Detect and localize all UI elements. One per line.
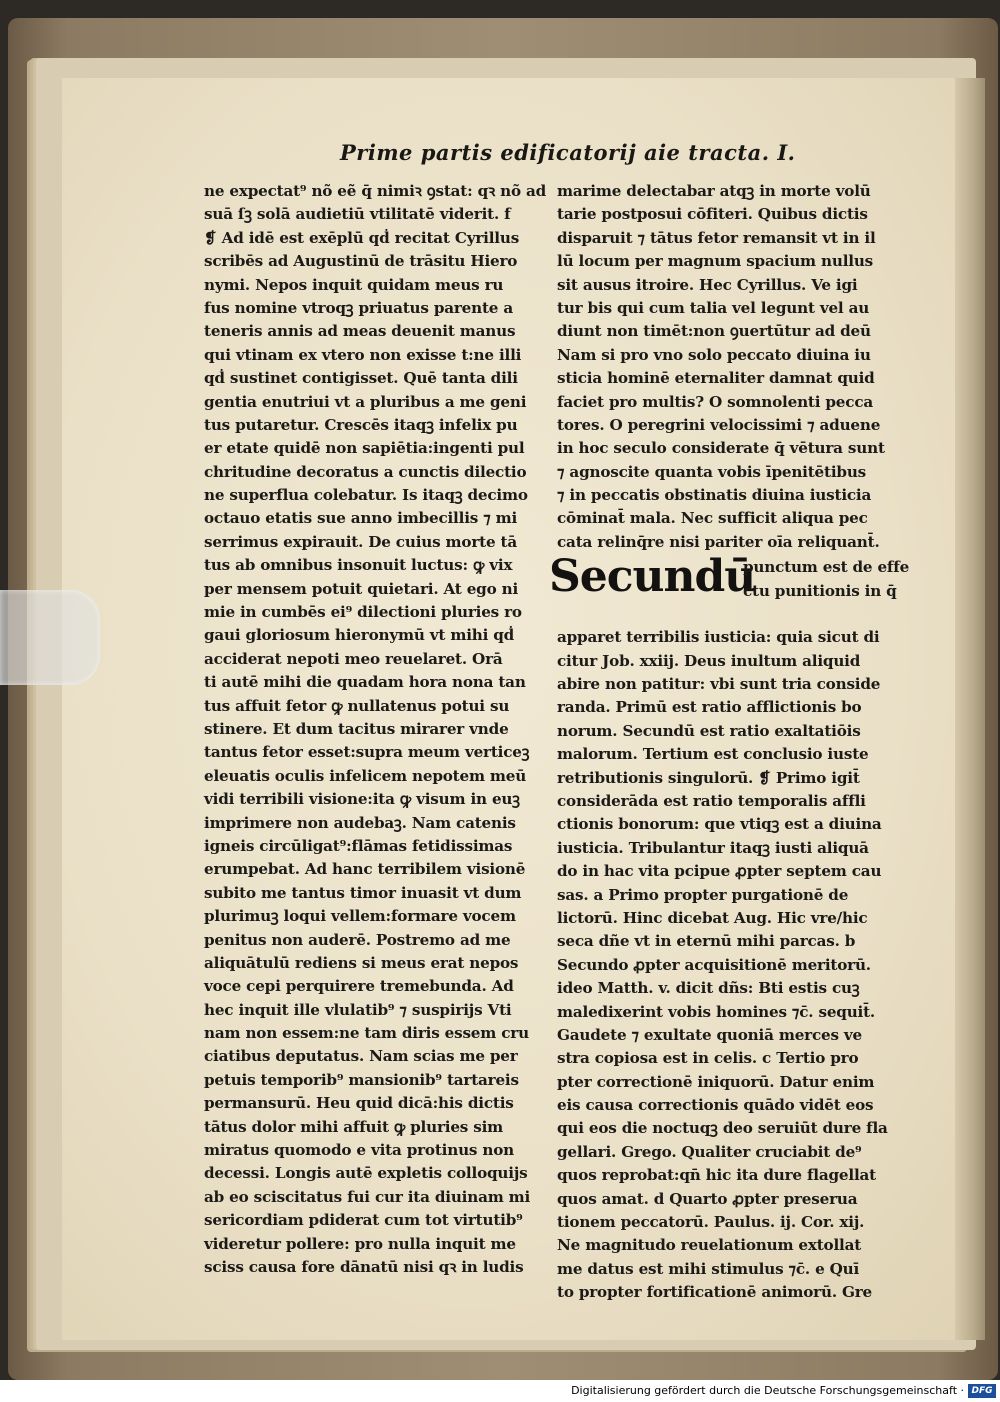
text-line: ab eo sciscitatus fui cur ita diuinam mi xyxy=(204,1187,531,1206)
text-line: abire non patitur: vbi sunt tria conside xyxy=(557,675,881,694)
text-line: lictorū. Hinc dicebat Aug. Hic vre/hic xyxy=(557,908,868,927)
text-line: gaui gloriosum hieronymū vt mihi qḋ xyxy=(204,626,515,645)
text-line: voce cepi perquirere tremebunda. Ad xyxy=(204,977,514,996)
text-line: randa. Primū est ratio afflictionis bo xyxy=(557,698,862,717)
text-line: marime delectabar atqꝫ in morte volū xyxy=(557,182,871,200)
dfg-logo: DFG xyxy=(968,1384,996,1398)
text-line: sit ausus itroire. Hec Cyrillus. Ve igi xyxy=(557,275,858,294)
text-line: quos amat. d Quarto ꝓpter preserua xyxy=(557,1189,858,1208)
text-line: ne superflua colebatur. Is itaqꝫ decimo xyxy=(204,486,528,505)
text-line: stra copiosa est in celis. c Tertio pro xyxy=(557,1049,859,1068)
text-line: per mensem potuit quietari. At ego ni xyxy=(204,579,519,598)
text-line: ❡ Ad idē est exēplū qḋ recitat Cyrillus xyxy=(204,228,520,247)
text-line: sciss causa fore dānatū nisi qꝛ in ludis xyxy=(204,1257,524,1276)
text-line: igneis circūligat⁹:flāmas fetidissimas xyxy=(204,836,513,855)
text-line: nam non essem:ne tam diris essem cru xyxy=(204,1024,529,1043)
text-line: disparuit ⁊ tātus fetor remansit vt in il xyxy=(557,228,876,247)
text-line: quos reprobat:qn̄ hic ita dure flagellat xyxy=(557,1166,876,1185)
text-line: tionem peccatorū. Paulus. ij. Cor. xij. xyxy=(557,1213,865,1232)
text-line: plurimuꝫ loqui vellem:formare vocem xyxy=(204,907,516,926)
text-line: permansurū. Heu quid dicā:his dictis xyxy=(204,1094,514,1113)
text-line: ti autē mihi die quadam hora nona tan xyxy=(204,673,526,692)
text-line: petuis temporib⁹ mansionib⁹ tartareis xyxy=(204,1070,519,1089)
text-line: sericordiam pdiderat cum tot virtutib⁹ xyxy=(204,1211,523,1230)
initial-tail-line: punctum est de effe xyxy=(743,558,910,577)
text-line: imprimere non audebaꝫ. Nam catenis xyxy=(204,813,516,832)
text-line: maledixerint vobis homines ⁊c̄. sequit̄. xyxy=(557,1002,876,1021)
text-line: miratus quomodo e vita protinus non xyxy=(204,1141,514,1160)
text-line: lū locum per magnum spacium nullus xyxy=(557,252,874,271)
text-line: Gaudete ⁊ exultate quoniā merces ve xyxy=(557,1025,862,1044)
text-line: videretur pollere: pro nulla inquit me xyxy=(204,1234,516,1253)
text-line: ne expectat⁹ nõ eẽ q̄ nimiꝛ ꝯstat: qꝛ nõ ad xyxy=(204,182,547,200)
text-line: faciet pro multis? O somnolenti pecca xyxy=(557,392,874,411)
right-column-bottom-block xyxy=(557,626,887,1304)
text-line: Nam si pro vno solo peccato diuina iu xyxy=(557,345,871,364)
text-line: erumpebat. Ad hanc terribilem visionē xyxy=(204,860,526,879)
text-line: acciderat nepoti meo reuelaret. Orā xyxy=(204,649,503,668)
text-line: gentia enutriui vt a pluribus a me geni xyxy=(204,392,527,411)
text-line: diunt non timēt:non ꝯuertūtur ad deū xyxy=(557,322,871,341)
text-line: ideo Matth. v. dicit dñs: Bti estis cuꝫ xyxy=(557,979,860,998)
text-line: nymi. Nepos inquit quidam meus ru xyxy=(204,275,504,294)
text-line: tus affuit fetor ꝙ nullatenus potui su xyxy=(204,696,510,715)
initial-tail-line: ctu punitionis in q̄ xyxy=(743,581,897,600)
right-text-column xyxy=(549,180,910,1305)
text-line: cōminat̄ mala. Nec sufficit aliqua pec xyxy=(557,509,868,528)
text-line: tus putaretur. Crescēs itaqꝫ infelix pu xyxy=(204,415,518,434)
text-line: mie in cumbēs ei⁹ dilectioni pluries ro xyxy=(204,603,522,622)
text-line: tarie postposui cōfiteri. Quibus dictis xyxy=(557,205,868,224)
text-line: tur bis qui cum talia vel legunt vel au xyxy=(557,298,870,317)
text-line: to propter fortificationē animorū. Gre xyxy=(557,1283,873,1302)
text-line: ⁊ agnoscite quanta vobis īpenitētibus xyxy=(557,462,867,481)
text-line: tātus dolor mihi affuit ꝙ pluries sim xyxy=(204,1117,504,1136)
text-line: fus nomine vtroqꝫ priuatus parente a xyxy=(204,298,513,317)
text-line: tus ab omnibus insonuit luctus: ꝙ vix xyxy=(204,556,513,575)
text-line: Secundo ꝓpter acquisitionē meritorū. xyxy=(557,955,871,974)
text-line: stinere. Et dum tacitus mirarer vnde xyxy=(204,719,509,738)
text-line: suā ſꝫ solā audietiū vtilitatē viderit. f xyxy=(204,205,511,224)
text-line: norum. Secundū est ratio exaltatiōis xyxy=(557,721,861,740)
text-line: teneris annis ad meas deuenit manus xyxy=(204,322,516,341)
text-line: ciatibus deputatus. Nam scias me per xyxy=(204,1047,518,1066)
text-line: apparet terribilis iusticia: quia sicut di xyxy=(557,628,880,647)
left-text-column xyxy=(204,180,549,1279)
text-line: sas. a Primo propter purgationē de xyxy=(557,885,849,904)
text-line: er etate quidē non sapiētia:ingenti pul xyxy=(204,439,525,458)
decorated-initial-word: Secundū xyxy=(549,551,756,603)
section-initial-block xyxy=(549,551,910,626)
transparent-page-clip xyxy=(0,590,100,685)
text-line: me datus est mihi stimulus ⁊c̄. e Quī xyxy=(557,1259,860,1278)
text-line: aliquātulū rediens si meus erat nepos xyxy=(204,953,519,972)
text-line: subito me tantus timor inuasit vt dum xyxy=(204,883,522,902)
text-line: sticia hominē eternaliter damnat quid xyxy=(557,369,875,388)
text-line: tores. O peregrini velocissimi ⁊ aduene xyxy=(557,415,881,434)
text-line: hec inquit ille vlulatib⁹ ⁊ suspirijs Vti xyxy=(204,1000,512,1019)
text-line: serrimus expirauit. De cuius morte tā xyxy=(204,532,517,551)
text-line: ⁊ in peccatis obstinatis diuina iusticia xyxy=(557,486,872,505)
text-line: eleuatis oculis infelicem nepotem meū xyxy=(204,766,527,785)
text-line: chritudine decoratus a cunctis dilectio xyxy=(204,462,527,481)
footer-bar xyxy=(0,1380,1000,1402)
book-gutter xyxy=(955,78,985,1340)
text-line: pter correctionē iniquorū. Datur enim xyxy=(557,1072,875,1091)
text-line: vidi terribili visione:ita ꝙ visum in euꝫ xyxy=(204,790,520,809)
text-line: retributionis singulorū. ❡ Primo igit̄ xyxy=(557,768,860,787)
text-line: ctionis bonorum: que vtiqꝫ est a diuina xyxy=(557,815,882,834)
text-line: qui vtinam ex vtero non exisse t:ne illi xyxy=(204,345,522,364)
text-line: penitus non auderē. Postremo ad me xyxy=(204,930,511,949)
text-line: octauo etatis sue anno imbecillis ⁊ mi xyxy=(204,509,518,528)
text-line: in hoc seculo considerate q̄ vētura sunt xyxy=(557,439,885,458)
right-column-top-block xyxy=(557,180,887,554)
running-head: Prime partis edificatorij aie tracta. I. xyxy=(340,140,796,165)
text-line: qḋ sustinet contigisset. Quē tanta dili xyxy=(204,369,518,388)
text-line: malorum. Tertium est conclusio iuste xyxy=(557,745,869,764)
text-line: Ne magnitudo reuelationum extollat xyxy=(557,1236,862,1255)
text-line: considerāda est ratio temporalis affli xyxy=(557,791,866,810)
text-line: do in hac vita pcipue ꝓpter septem cau xyxy=(557,862,882,881)
text-line: scribēs ad Augustinū de trāsitu Hiero xyxy=(204,252,518,271)
digitization-credit: Digitalisierung gefördert durch die Deutsche Forschungsgemeinschaft · xyxy=(571,1384,964,1397)
text-line: eis causa correctionis quādo vidēt eos xyxy=(557,1096,874,1115)
text-line: qui eos die noctuqꝫ deo seruiūt dure fla xyxy=(557,1119,888,1138)
text-line: iusticia. Tribulantur itaqꝫ iusti aliquā xyxy=(557,838,869,857)
text-line: citur Job. xxiij. Deus inultum aliquid xyxy=(557,651,861,670)
text-line: seca dñe vt in eternū mihi parcas. b xyxy=(557,932,856,951)
text-line: cata relinq̄re nisi pariter oīa reliquant̄. xyxy=(557,532,880,551)
text-line: tantus fetor esset:supra meum verticeꝫ xyxy=(204,743,530,762)
text-line: gellari. Grego. Qualiter cruciabit de⁹ xyxy=(557,1142,862,1161)
text-line: decessi. Longis autē expletis colloquijs xyxy=(204,1164,528,1183)
